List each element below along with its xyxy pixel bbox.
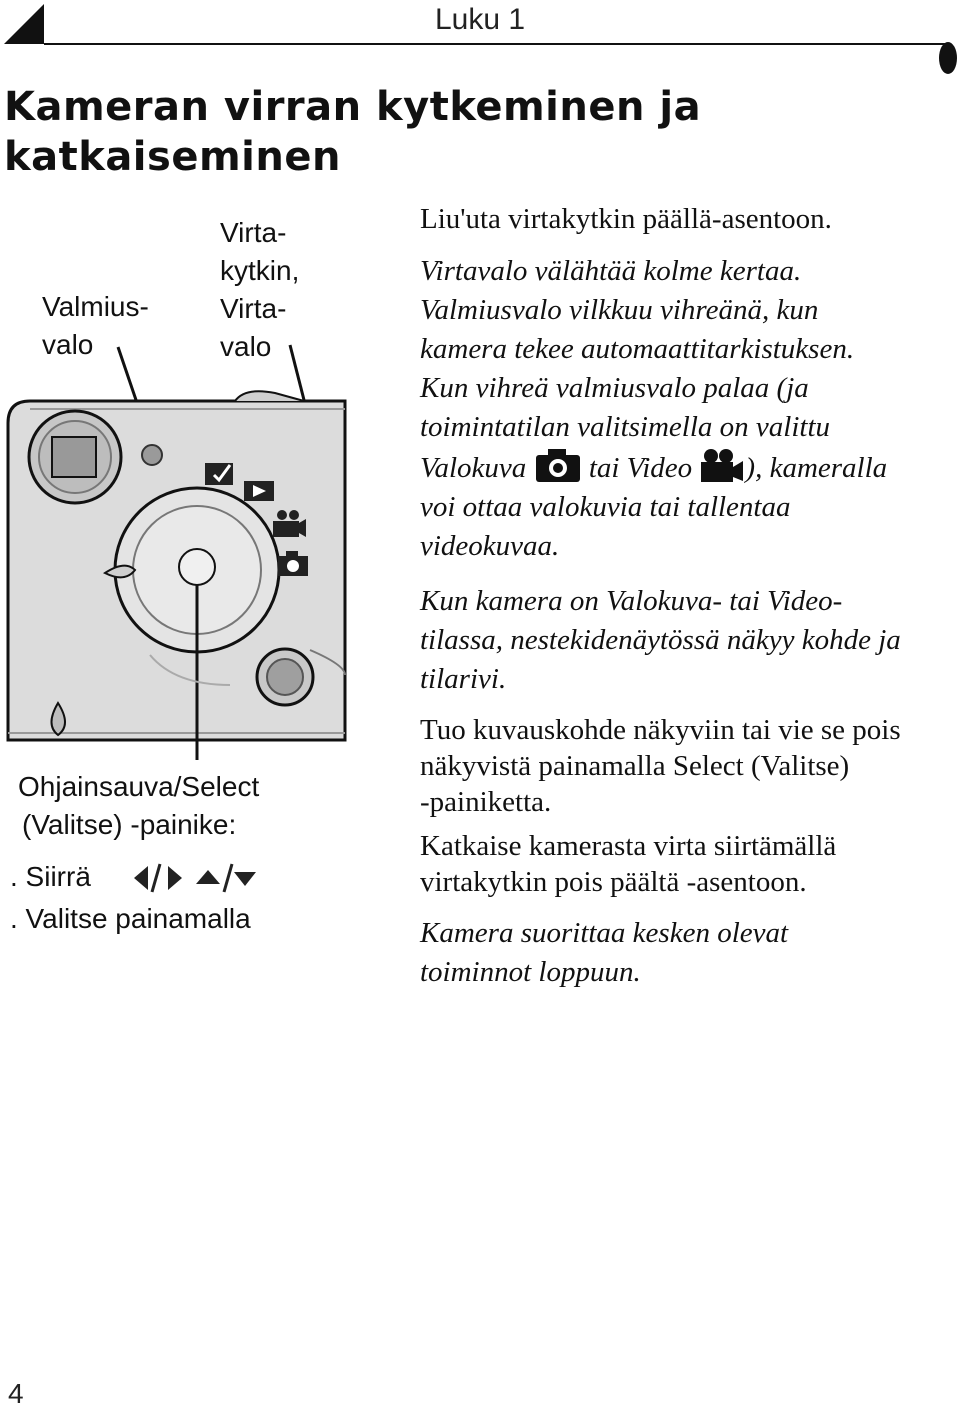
- up-arrow-icon: [196, 870, 220, 884]
- mode-line: Valokuva tai Video ), kameralla: [420, 447, 960, 488]
- camera-icon: [534, 447, 582, 483]
- down-arrow-icon: [234, 872, 256, 886]
- step-power-off: Katkaise kamerasta virta siirtämällä virtakytkin pois päältä -asentoon.: [420, 830, 837, 898]
- power-switch-label: Virta- kytkin, Virta- valo: [220, 217, 300, 362]
- step-toggle-display: Tuo kuvauskohde näkyviin tai vie se pois näkyvistä painamalla Select (Valitse) -painiketta.: [420, 714, 901, 818]
- video-icon: [699, 447, 745, 483]
- joystick-label: Ohjainsauva/Select (Valitse) -painike:: [18, 771, 260, 840]
- step-result-text: Virtavalo välähtää kolme kertaa. Valmiusvalo vilkkuu vihreänä, kun kamera tekee automaattitarkistuksen. Kun vihreä valmiusvalo palaa (ja toimintatilan valitsimella on valittu Valokuva tai Video ), kameralla voi ottaa valokuvia tai tallentaa videokuvaa.: [420, 252, 960, 566]
- right-arrow-icon: [168, 866, 182, 890]
- chapter-label: Luku 1: [434, 3, 526, 36]
- direction-arrows: [130, 860, 260, 896]
- step-power-on: Liu'uta virtakytkin päällä-asentoon.: [420, 203, 832, 235]
- page-number: 4: [8, 1378, 24, 1409]
- ready-light-label: Valmius- valo: [42, 291, 149, 360]
- page-title: Kameran virran kytkeminen ja katkaiseminen: [4, 84, 702, 180]
- move-label: . Siirrä: [10, 861, 91, 892]
- left-arrow-icon: [134, 866, 148, 890]
- power-off-result-text: Kamera suorittaa kesken olevat toiminnot loppuun.: [420, 917, 789, 988]
- camera-illustration: [0, 325, 350, 765]
- lcd-info-text: Kun kamera on Valokuva- tai Video- tilassa, nestekidenäytössä näkyy kohde ja tilarivi.: [420, 585, 901, 695]
- select-label: . Valitse painamalla: [10, 903, 251, 934]
